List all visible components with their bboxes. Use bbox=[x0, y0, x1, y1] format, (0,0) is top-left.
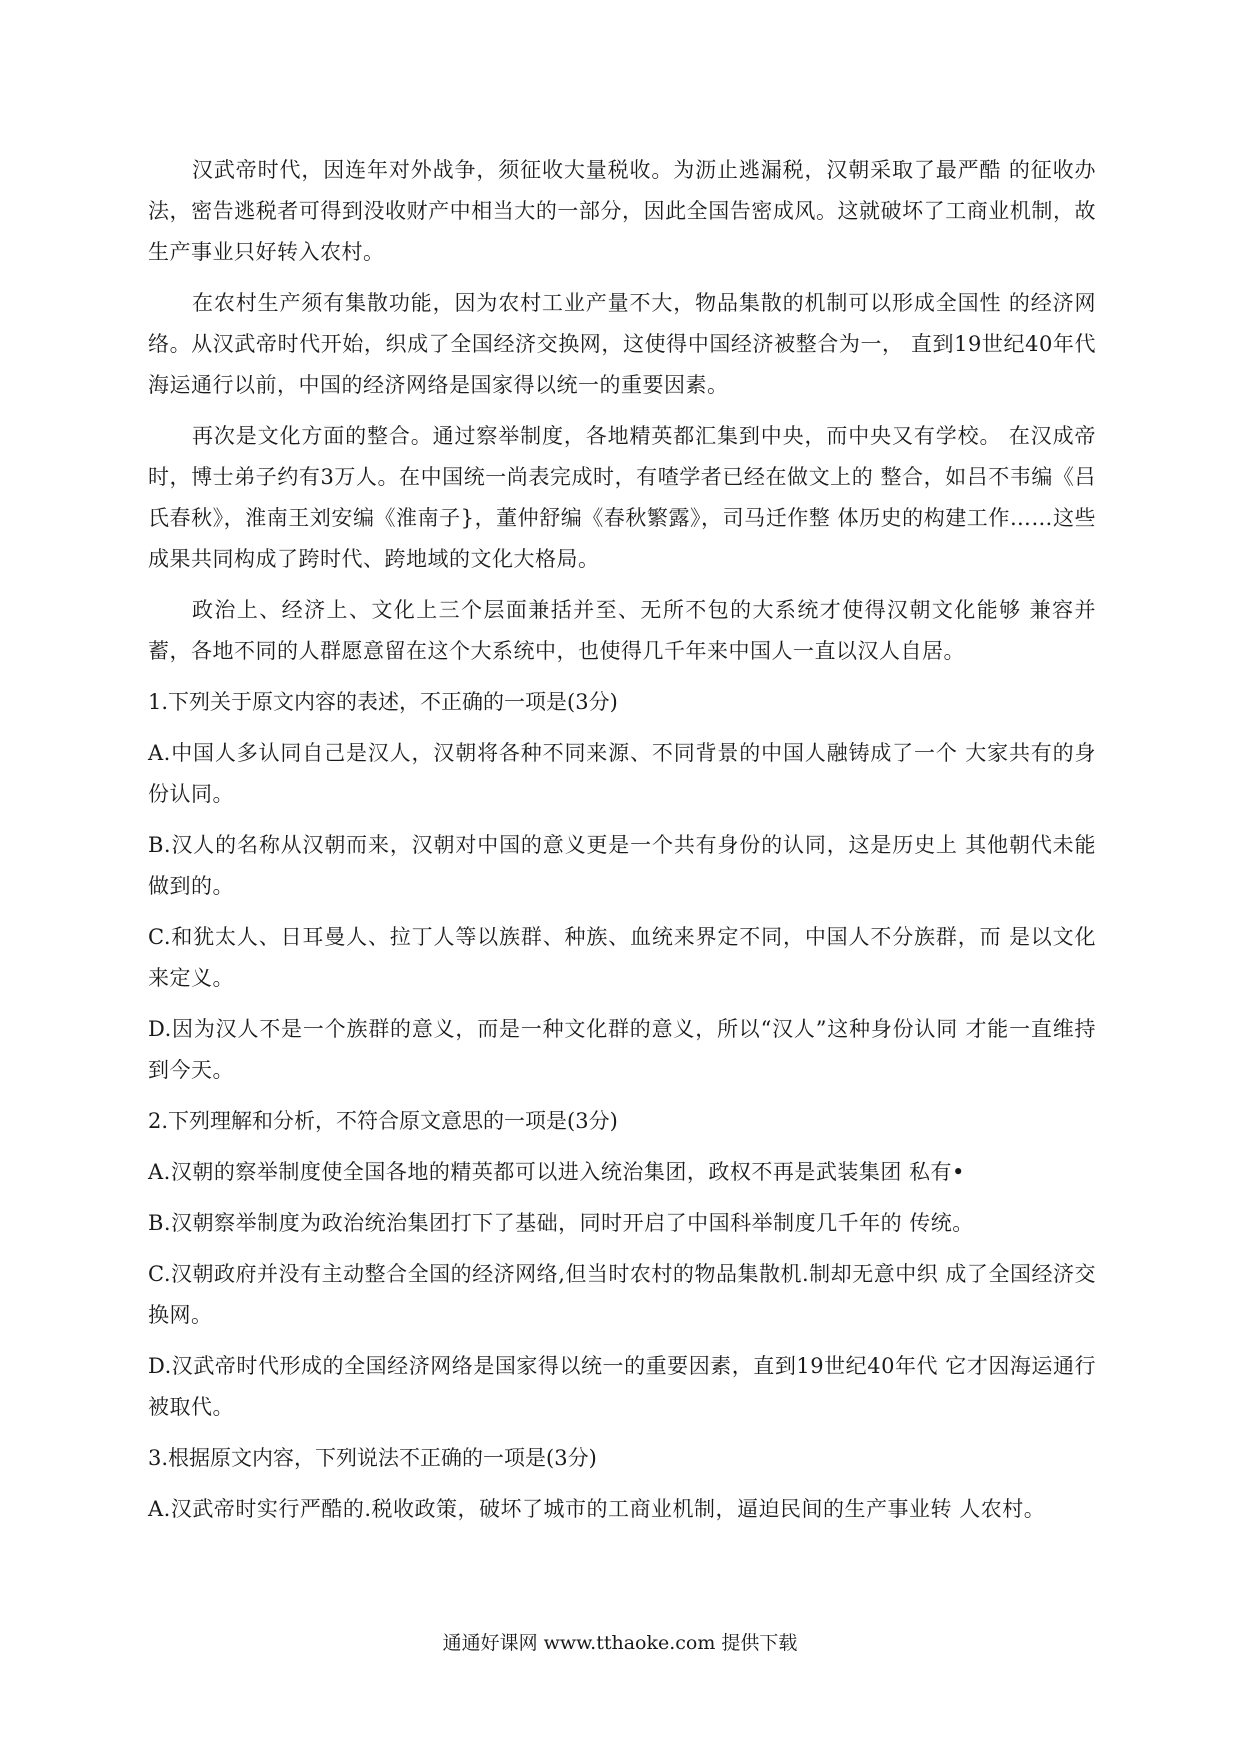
option-b: B.汉朝察举制度为政治统治集团打下了基础，同时开启了中国科举制度几千年的 传统。 bbox=[148, 1211, 974, 1235]
question-2 bbox=[148, 1101, 1096, 1428]
question-3 bbox=[148, 1438, 1096, 1530]
passage-paragraph-1: 汉武帝时代，因连年对外战争，须征收大量税收。为沥止逃漏税，汉朝采取了最严酷 的征收办法，密告逃税者可得到没收财产中相当大的一部分，因此全国告密成风。这就破坏了工商业机制，故生产事业只好转入农村。 bbox=[148, 158, 1096, 264]
passage-paragraph-3: 再次是文化方面的整合。通过察举制度，各地精英都汇集到中央，而中央又有学校。 在汉成帝时，博士弟子约有3万人。在中国统一尚表完成时，有喳学者已经在做文上的 整合，如吕不韦编《吕氏春秋》，淮南王刘安编《淮南子}，董仲舒编《春秋繁露》，司马迁作整 体历史的构建工作……这些成果共同构成了跨时代、跨地域的文化大格局。 bbox=[148, 424, 1096, 571]
passage-paragraph-2: 在农村生产须有集散功能，因为农村工业产量不大，物品集散的机制可以形成全国性 的经济网络。从汉武帝时代开始，织成了全国经济交换网，这使得中国经济被整合为一， 直到19世纪40年代海运通行以前，中国的经济网络是国家得以统一的重要因素。 bbox=[148, 291, 1096, 397]
document-body bbox=[148, 150, 1096, 1540]
passage-paragraph-4: 政治上、经济上、文化上三个层面兼括并至、无所不包的大系统才使得汉朝文化能够 兼容并蓄，各地不同的人群愿意留在这个大系统中，也使得几千年来中国人一直以汉人自居。 bbox=[148, 598, 1096, 663]
option-d: D.因为汉人不是一个族群的意义，而是一种文化群的意义，所以“汉人”这种身份认同 才能一直维持到今天。 bbox=[148, 1017, 1096, 1082]
question-1 bbox=[148, 682, 1096, 1091]
option-b: B.汉人的名称从汉朝而来，汉朝对中国的意义更是一个共有身份的认同，这是历史上 其他朝代未能做到的。 bbox=[148, 833, 1096, 898]
question-stem: 3.根据原文内容，下列说法不正确的一项是(3分) bbox=[148, 1446, 597, 1470]
question-stem: 2.下列理解和分析，不符合原文意思的一项是(3分) bbox=[148, 1109, 618, 1133]
option-c: C.汉朝政府并没有主动整合全国的经济网络,但当时农村的物品集散机.制却无意中织 成了全国经济交换网。 bbox=[148, 1262, 1096, 1327]
option-a: A.汉武帝时实行严酷的.税收政策，破坏了城市的工商业机制，逼迫民间的生产事业转 人农村。 bbox=[148, 1497, 1046, 1521]
question-stem: 1.下列关于原文内容的表述，不正确的一项是(3分) bbox=[148, 690, 618, 714]
option-c: C.和犹太人、日耳曼人、拉丁人等以族群、种族、血统来界定不同，中国人不分族群，而 是以文化来定义。 bbox=[148, 925, 1096, 990]
footer-watermark: 通通好课网 www.tthaoke.com 提供下载 bbox=[442, 1632, 798, 1654]
option-a: A.中国人多认同自己是汉人，汉朝将各种不同来源、不同背景的中国人融铸成了一个 大家共有的身份认同。 bbox=[148, 741, 1096, 806]
option-d: D.汉武帝时代形成的全国经济网络是国家得以统一的重要因素，直到19世纪40年代 它才因海运通行被取代。 bbox=[148, 1354, 1096, 1419]
option-a: A.汉朝的察举制度使全国各地的精英都可以进入统治集团，政权不再是武装集团 私有• bbox=[148, 1160, 965, 1184]
